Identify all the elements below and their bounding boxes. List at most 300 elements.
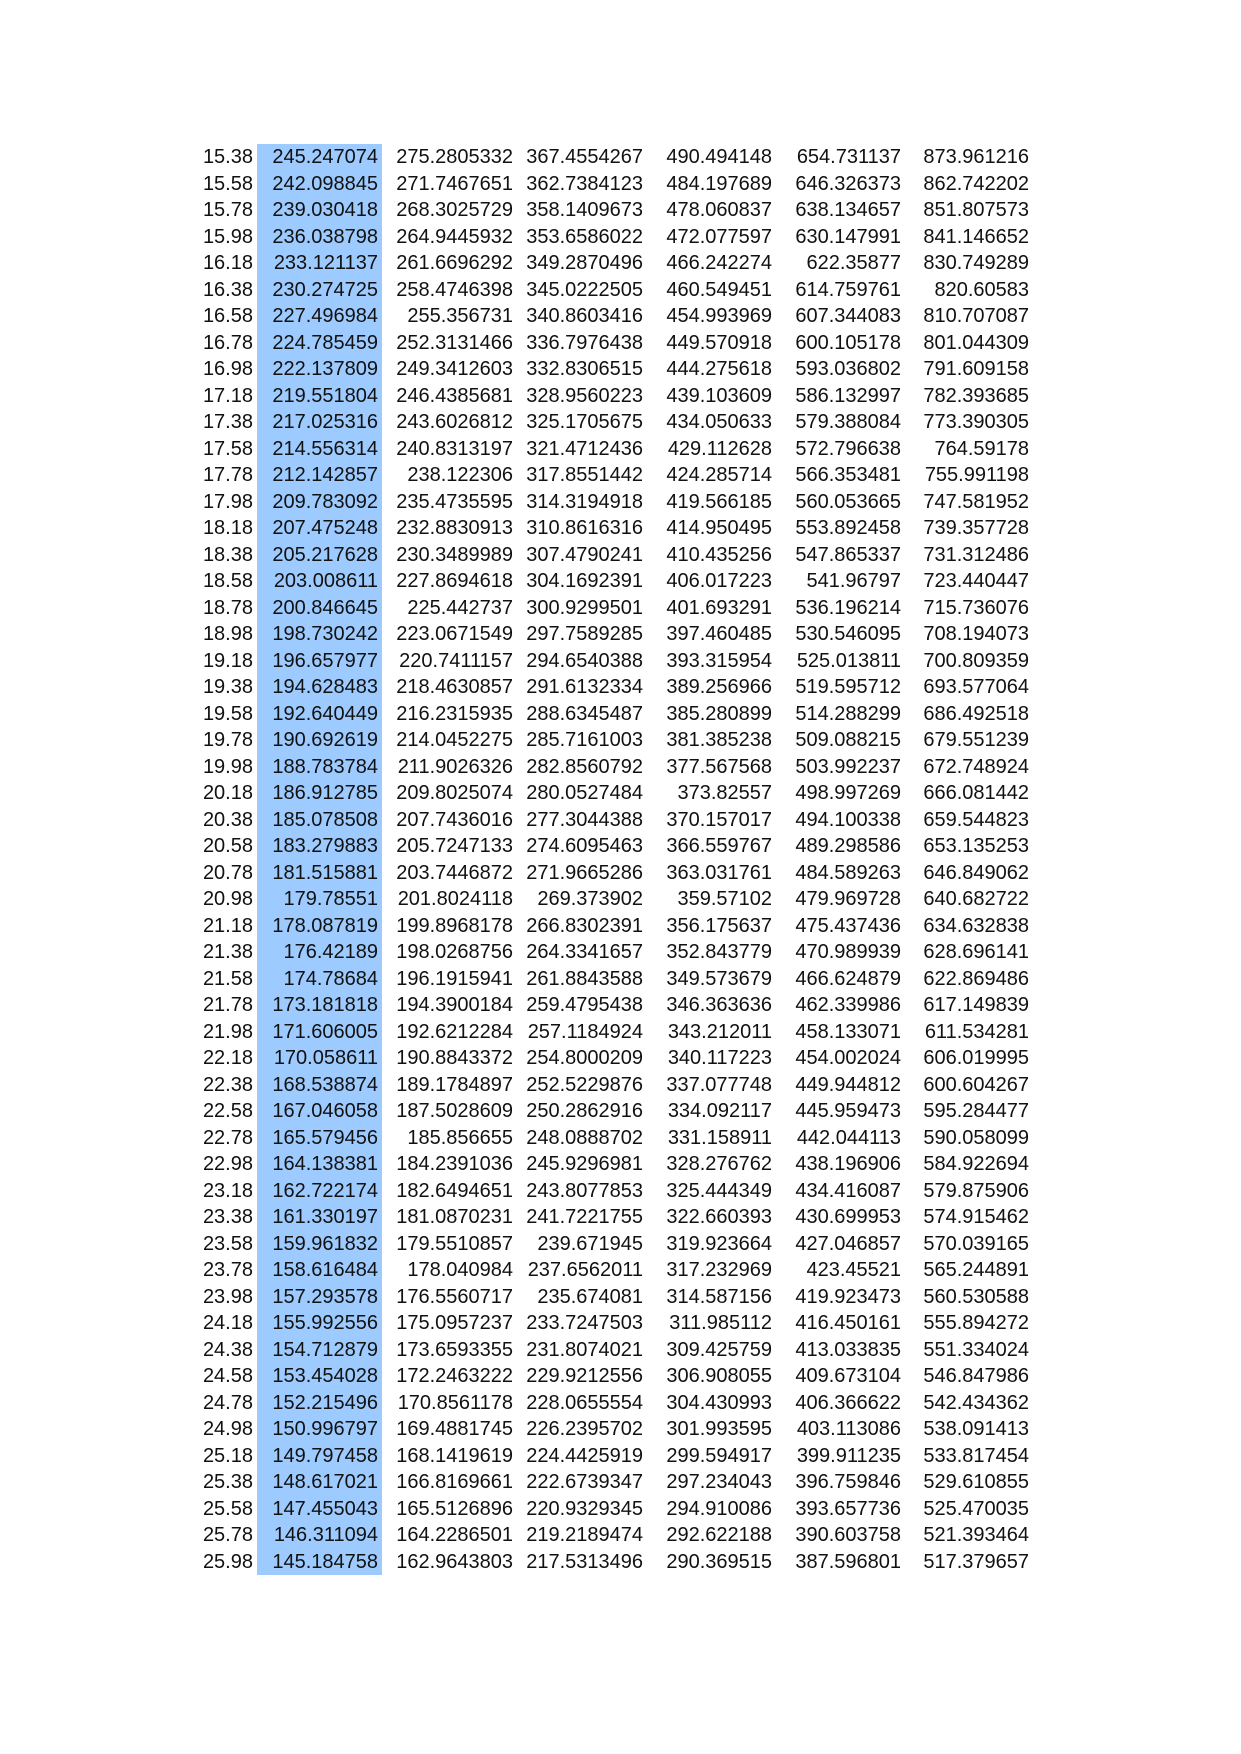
- table-cell[interactable]: 19.98: [202, 755, 253, 778]
- table-cell[interactable]: 638.134657: [795, 199, 901, 221]
- table-cell[interactable]: 367.4554267: [526, 146, 643, 168]
- table-cell[interactable]: 349.2870496: [526, 252, 643, 274]
- table-cell[interactable]: 332.8306515: [526, 358, 643, 380]
- table-cell[interactable]: 299.594917: [666, 1444, 772, 1467]
- highlighted-cell[interactable]: 207.475248: [257, 515, 382, 542]
- table-cell[interactable]: 358.1409673: [526, 199, 643, 221]
- table-cell[interactable]: 269.373902: [537, 888, 643, 910]
- table-cell[interactable]: 700.809359: [923, 649, 1029, 672]
- table-cell[interactable]: 381.385238: [666, 729, 772, 751]
- table-cell[interactable]: 24.18: [202, 1312, 253, 1334]
- table-cell[interactable]: 460.549451: [666, 278, 772, 301]
- table-cell[interactable]: 22.58: [202, 1100, 253, 1122]
- highlighted-cell[interactable]: 242.098845: [257, 171, 382, 198]
- table-cell[interactable]: 264.9445932: [396, 225, 513, 248]
- table-cell[interactable]: 439.103609: [666, 384, 772, 407]
- table-cell[interactable]: 595.284477: [923, 1100, 1029, 1122]
- table-cell[interactable]: 406.017223: [666, 570, 772, 592]
- table-cell[interactable]: 199.8968178: [396, 914, 513, 937]
- table-cell[interactable]: 764.59178: [934, 437, 1029, 460]
- table-cell[interactable]: 419.923473: [795, 1285, 901, 1308]
- table-cell[interactable]: 773.390305: [923, 411, 1029, 433]
- table-cell[interactable]: 659.544823: [923, 808, 1029, 831]
- table-cell[interactable]: 607.344083: [795, 305, 901, 327]
- table-cell[interactable]: 353.6586022: [526, 225, 643, 248]
- table-cell[interactable]: 514.288299: [795, 702, 901, 725]
- table-cell[interactable]: 20.78: [202, 861, 253, 884]
- table-cell[interactable]: 614.759761: [795, 278, 901, 301]
- table-cell[interactable]: 317.8551442: [526, 464, 643, 486]
- table-cell[interactable]: 541.96797: [806, 570, 901, 592]
- table-cell[interactable]: 462.339986: [795, 994, 901, 1016]
- table-cell[interactable]: 15.38: [202, 146, 253, 168]
- table-cell[interactable]: 406.366622: [795, 1391, 901, 1414]
- table-cell[interactable]: 252.3131466: [396, 331, 513, 354]
- table-cell[interactable]: 184.2391036: [396, 1153, 513, 1175]
- table-cell[interactable]: 472.077597: [666, 225, 772, 248]
- highlighted-cell[interactable]: 164.138381: [257, 1151, 382, 1178]
- table-cell[interactable]: 340.117223: [667, 1047, 772, 1069]
- table-cell[interactable]: 231.8074021: [526, 1338, 643, 1361]
- table-cell[interactable]: 325.1705675: [526, 411, 643, 433]
- table-cell[interactable]: 225.442737: [407, 596, 513, 619]
- table-cell[interactable]: 25.38: [202, 1471, 253, 1493]
- table-cell[interactable]: 416.450161: [795, 1312, 901, 1334]
- table-cell[interactable]: 606.019995: [923, 1047, 1029, 1069]
- table-cell[interactable]: 178.040984: [407, 1259, 513, 1281]
- table-cell[interactable]: 254.8000209: [526, 1047, 643, 1069]
- table-cell[interactable]: 509.088215: [795, 729, 901, 751]
- table-cell[interactable]: 18.38: [202, 543, 253, 566]
- table-cell[interactable]: 198.0268756: [396, 941, 513, 963]
- table-cell[interactable]: 205.7247133: [396, 835, 513, 857]
- table-cell[interactable]: 240.8313197: [396, 437, 513, 460]
- table-cell[interactable]: 23.38: [202, 1206, 253, 1228]
- table-cell[interactable]: 211.9026326: [397, 755, 513, 778]
- table-cell[interactable]: 238.122306: [407, 464, 513, 486]
- highlighted-cell[interactable]: 239.030418: [257, 197, 382, 224]
- highlighted-cell[interactable]: 185.078508: [257, 807, 382, 834]
- table-cell[interactable]: 723.440447: [923, 570, 1029, 592]
- table-cell[interactable]: 654.731137: [796, 146, 901, 168]
- table-cell[interactable]: 574.915462: [923, 1206, 1029, 1228]
- table-cell[interactable]: 307.4790241: [526, 543, 643, 566]
- highlighted-cell[interactable]: 171.606005: [257, 1019, 382, 1046]
- table-cell[interactable]: 830.749289: [923, 252, 1029, 274]
- table-cell[interactable]: 18.18: [202, 517, 253, 539]
- table-cell[interactable]: 359.57102: [677, 888, 772, 910]
- highlighted-cell[interactable]: 236.038798: [257, 224, 382, 251]
- table-cell[interactable]: 18.98: [202, 623, 253, 645]
- table-cell[interactable]: 430.699953: [795, 1206, 901, 1228]
- table-cell[interactable]: 297.7589285: [526, 623, 643, 645]
- table-cell[interactable]: 747.581952: [923, 490, 1029, 513]
- table-cell[interactable]: 21.38: [202, 941, 253, 963]
- table-cell[interactable]: 686.492518: [923, 702, 1029, 725]
- table-cell[interactable]: 484.589263: [795, 861, 901, 884]
- highlighted-cell[interactable]: 190.692619: [257, 727, 382, 754]
- table-cell[interactable]: 484.197689: [666, 172, 772, 195]
- table-cell[interactable]: 25.18: [202, 1444, 253, 1467]
- highlighted-cell[interactable]: 198.730242: [257, 621, 382, 648]
- table-cell[interactable]: 337.077748: [666, 1073, 772, 1096]
- table-cell[interactable]: 22.78: [202, 1126, 253, 1149]
- highlighted-cell[interactable]: 200.846645: [257, 595, 382, 622]
- table-cell[interactable]: 820.60583: [934, 278, 1029, 301]
- table-cell[interactable]: 590.058099: [923, 1126, 1029, 1149]
- table-cell[interactable]: 255.356731: [407, 305, 513, 327]
- table-cell[interactable]: 530.546095: [795, 623, 901, 645]
- highlighted-cell[interactable]: 148.617021: [257, 1469, 382, 1496]
- table-cell[interactable]: 304.430993: [666, 1391, 772, 1414]
- table-cell[interactable]: 560.530588: [923, 1285, 1029, 1308]
- table-cell[interactable]: 245.9296981: [526, 1153, 643, 1175]
- table-cell[interactable]: 478.060837: [666, 199, 772, 221]
- table-cell[interactable]: 165.5126896: [396, 1497, 513, 1520]
- table-cell[interactable]: 16.18: [202, 252, 253, 274]
- table-cell[interactable]: 634.632838: [923, 914, 1029, 937]
- table-cell[interactable]: 292.622188: [666, 1524, 772, 1546]
- table-cell[interactable]: 413.033835: [795, 1338, 901, 1361]
- table-cell[interactable]: 185.856655: [407, 1126, 513, 1149]
- highlighted-cell[interactable]: 168.538874: [257, 1072, 382, 1099]
- table-cell[interactable]: 16.78: [202, 331, 253, 354]
- highlighted-cell[interactable]: 170.058611: [257, 1045, 382, 1072]
- table-cell[interactable]: 533.817454: [923, 1444, 1029, 1467]
- highlighted-cell[interactable]: 161.330197: [257, 1204, 382, 1231]
- table-cell[interactable]: 297.234043: [666, 1471, 772, 1493]
- table-cell[interactable]: 755.991198: [924, 464, 1029, 486]
- highlighted-cell[interactable]: 186.912785: [257, 780, 382, 807]
- table-cell[interactable]: 261.8843588: [526, 967, 643, 990]
- table-cell[interactable]: 282.8560792: [526, 755, 643, 778]
- table-cell[interactable]: 679.551239: [923, 729, 1029, 751]
- table-cell[interactable]: 519.595712: [795, 676, 901, 698]
- table-cell[interactable]: 280.0527484: [526, 782, 643, 804]
- table-cell[interactable]: 294.6540388: [526, 649, 643, 672]
- table-cell[interactable]: 328.276762: [666, 1153, 772, 1175]
- table-cell[interactable]: 475.437436: [795, 914, 901, 937]
- table-cell[interactable]: 547.865337: [795, 543, 901, 566]
- table-cell[interactable]: 600.604267: [923, 1073, 1029, 1096]
- table-cell[interactable]: 363.031761: [666, 861, 772, 884]
- table-cell[interactable]: 445.959473: [795, 1100, 901, 1122]
- table-cell[interactable]: 181.0870231: [396, 1206, 513, 1228]
- table-cell[interactable]: 739.357728: [923, 517, 1029, 539]
- highlighted-cell[interactable]: 233.121137: [257, 250, 382, 277]
- highlighted-cell[interactable]: 183.279883: [257, 833, 382, 860]
- table-cell[interactable]: 21.98: [202, 1020, 253, 1043]
- table-cell[interactable]: 314.3194918: [526, 490, 643, 513]
- table-cell[interactable]: 246.4385681: [396, 384, 513, 407]
- table-cell[interactable]: 304.1692391: [526, 570, 643, 592]
- table-cell[interactable]: 173.6593355: [396, 1338, 513, 1361]
- table-cell[interactable]: 21.78: [202, 994, 253, 1016]
- table-cell[interactable]: 17.98: [202, 490, 253, 513]
- table-cell[interactable]: 264.3341657: [526, 941, 643, 963]
- table-cell[interactable]: 466.242274: [666, 252, 772, 274]
- table-cell[interactable]: 17.18: [202, 384, 253, 407]
- table-cell[interactable]: 22.18: [202, 1047, 253, 1069]
- table-cell[interactable]: 23.98: [202, 1285, 253, 1308]
- table-cell[interactable]: 268.3025729: [396, 199, 513, 221]
- table-cell[interactable]: 277.3044388: [526, 808, 643, 831]
- table-cell[interactable]: 525.470035: [923, 1497, 1029, 1520]
- table-cell[interactable]: 529.610855: [923, 1471, 1029, 1493]
- table-cell[interactable]: 521.393464: [923, 1524, 1029, 1546]
- table-cell[interactable]: 449.944812: [795, 1073, 901, 1096]
- table-cell[interactable]: 172.2463222: [396, 1365, 513, 1387]
- highlighted-cell[interactable]: 227.496984: [257, 303, 382, 330]
- table-cell[interactable]: 370.157017: [666, 808, 772, 831]
- table-cell[interactable]: 397.460485: [666, 623, 772, 645]
- table-cell[interactable]: 666.081442: [923, 782, 1029, 804]
- table-cell[interactable]: 23.58: [202, 1232, 253, 1255]
- table-cell[interactable]: 17.78: [202, 464, 253, 486]
- table-cell[interactable]: 190.8843372: [396, 1047, 513, 1069]
- table-cell[interactable]: 466.624879: [795, 967, 901, 990]
- table-cell[interactable]: 399.911235: [796, 1444, 901, 1467]
- highlighted-cell[interactable]: 205.217628: [257, 542, 382, 569]
- table-cell[interactable]: 630.147991: [795, 225, 901, 248]
- table-cell[interactable]: 226.2395702: [526, 1418, 643, 1440]
- table-cell[interactable]: 584.922694: [923, 1153, 1029, 1175]
- table-cell[interactable]: 227.8694618: [396, 570, 513, 592]
- table-cell[interactable]: 20.58: [202, 835, 253, 857]
- table-cell[interactable]: 17.58: [202, 437, 253, 460]
- table-cell[interactable]: 258.4746398: [396, 278, 513, 301]
- highlighted-cell[interactable]: 224.785459: [257, 330, 382, 357]
- table-cell[interactable]: 19.18: [202, 649, 253, 672]
- table-cell[interactable]: 170.8561178: [397, 1391, 513, 1414]
- table-cell[interactable]: 389.256966: [666, 676, 772, 698]
- table-cell[interactable]: 192.6212284: [396, 1020, 513, 1043]
- table-cell[interactable]: 708.194073: [923, 623, 1029, 645]
- table-cell[interactable]: 25.98: [202, 1550, 253, 1573]
- highlighted-cell[interactable]: 192.640449: [257, 701, 382, 728]
- highlighted-cell[interactable]: 212.142857: [257, 462, 382, 489]
- table-cell[interactable]: 218.4630857: [396, 676, 513, 698]
- table-cell[interactable]: 622.35877: [806, 252, 901, 274]
- table-cell[interactable]: 555.894272: [923, 1312, 1029, 1334]
- table-cell[interactable]: 336.7976438: [526, 331, 643, 354]
- table-cell[interactable]: 470.989939: [795, 941, 901, 963]
- highlighted-cell[interactable]: 157.293578: [257, 1284, 382, 1311]
- table-cell[interactable]: 387.596801: [795, 1550, 901, 1573]
- table-cell[interactable]: 442.044113: [796, 1126, 901, 1149]
- table-cell[interactable]: 862.742202: [923, 172, 1029, 195]
- highlighted-cell[interactable]: 203.008611: [257, 568, 382, 595]
- table-cell[interactable]: 611.534281: [924, 1020, 1029, 1043]
- highlighted-cell[interactable]: 154.712879: [257, 1337, 382, 1364]
- table-cell[interactable]: 693.577064: [923, 676, 1029, 698]
- table-cell[interactable]: 410.435256: [666, 543, 772, 566]
- table-cell[interactable]: 306.908055: [666, 1365, 772, 1387]
- table-cell[interactable]: 291.6132334: [526, 676, 643, 698]
- table-cell[interactable]: 235.674081: [537, 1285, 643, 1308]
- table-cell[interactable]: 322.660393: [666, 1206, 772, 1228]
- table-cell[interactable]: 454.002024: [795, 1047, 901, 1069]
- table-cell[interactable]: 346.363636: [666, 994, 772, 1016]
- table-cell[interactable]: 377.567568: [666, 755, 772, 778]
- table-cell[interactable]: 593.036802: [795, 358, 901, 380]
- table-cell[interactable]: 321.4712436: [526, 437, 643, 460]
- highlighted-cell[interactable]: 145.184758: [257, 1549, 382, 1576]
- table-cell[interactable]: 566.353481: [795, 464, 901, 486]
- table-cell[interactable]: 219.2189474: [526, 1524, 643, 1546]
- table-cell[interactable]: 176.5560717: [396, 1285, 513, 1308]
- table-cell[interactable]: 538.091413: [923, 1418, 1029, 1440]
- table-cell[interactable]: 22.98: [202, 1153, 253, 1175]
- table-cell[interactable]: 25.78: [202, 1524, 253, 1546]
- highlighted-cell[interactable]: 174.78684: [257, 966, 382, 993]
- table-cell[interactable]: 207.7436016: [396, 808, 513, 831]
- table-cell[interactable]: 16.58: [202, 305, 253, 327]
- table-cell[interactable]: 579.388084: [795, 411, 901, 433]
- table-cell[interactable]: 810.707087: [923, 305, 1029, 327]
- table-cell[interactable]: 196.1915941: [396, 967, 513, 990]
- table-cell[interactable]: 243.6026812: [396, 411, 513, 433]
- table-cell[interactable]: 223.0671549: [396, 623, 513, 645]
- table-cell[interactable]: 565.244891: [923, 1259, 1029, 1281]
- table-cell[interactable]: 525.013811: [796, 649, 901, 672]
- highlighted-cell[interactable]: 165.579456: [257, 1125, 382, 1152]
- table-cell[interactable]: 311.985112: [669, 1312, 772, 1334]
- table-cell[interactable]: 553.892458: [795, 517, 901, 539]
- highlighted-cell[interactable]: 230.274725: [257, 277, 382, 304]
- table-cell[interactable]: 17.38: [202, 411, 253, 433]
- table-cell[interactable]: 22.38: [202, 1073, 253, 1096]
- table-cell[interactable]: 546.847986: [923, 1365, 1029, 1387]
- table-cell[interactable]: 294.910086: [666, 1497, 772, 1520]
- table-cell[interactable]: 570.039165: [923, 1232, 1029, 1255]
- table-cell[interactable]: 366.559767: [666, 835, 772, 857]
- table-cell[interactable]: 220.7411157: [399, 649, 513, 672]
- table-cell[interactable]: 222.6739347: [526, 1471, 643, 1493]
- table-cell[interactable]: 490.494148: [666, 146, 772, 168]
- highlighted-cell[interactable]: 173.181818: [257, 992, 382, 1019]
- table-cell[interactable]: 20.18: [202, 782, 253, 804]
- table-cell[interactable]: 19.78: [202, 729, 253, 751]
- table-cell[interactable]: 343.212011: [667, 1020, 772, 1043]
- table-cell[interactable]: 429.112628: [667, 437, 772, 460]
- table-cell[interactable]: 15.58: [202, 172, 253, 195]
- table-cell[interactable]: 517.379657: [923, 1550, 1029, 1573]
- table-cell[interactable]: 334.092117: [667, 1100, 772, 1122]
- table-cell[interactable]: 235.4735595: [396, 490, 513, 513]
- table-cell[interactable]: 175.0957237: [396, 1312, 513, 1334]
- table-cell[interactable]: 259.4795438: [526, 994, 643, 1016]
- table-cell[interactable]: 24.58: [202, 1365, 253, 1387]
- table-cell[interactable]: 261.6696292: [396, 252, 513, 274]
- table-cell[interactable]: 393.315954: [666, 649, 772, 672]
- table-cell[interactable]: 617.149839: [923, 994, 1029, 1016]
- table-cell[interactable]: 220.9329345: [526, 1497, 643, 1520]
- highlighted-cell[interactable]: 194.628483: [257, 674, 382, 701]
- table-cell[interactable]: 20.98: [202, 888, 253, 910]
- table-cell[interactable]: 243.8077853: [526, 1179, 643, 1202]
- highlighted-cell[interactable]: 155.992556: [257, 1310, 382, 1337]
- table-cell[interactable]: 503.992237: [795, 755, 901, 778]
- table-cell[interactable]: 325.444349: [666, 1179, 772, 1202]
- table-cell[interactable]: 228.0655554: [526, 1391, 643, 1414]
- table-cell[interactable]: 179.5510857: [396, 1232, 513, 1255]
- table-cell[interactable]: 271.9665286: [526, 861, 643, 884]
- highlighted-cell[interactable]: 181.515881: [257, 860, 382, 887]
- table-cell[interactable]: 194.3900184: [396, 994, 513, 1016]
- table-cell[interactable]: 290.369515: [666, 1550, 772, 1573]
- table-cell[interactable]: 319.923664: [666, 1232, 772, 1255]
- table-cell[interactable]: 288.6345487: [526, 702, 643, 725]
- highlighted-cell[interactable]: 217.025316: [257, 409, 382, 436]
- table-cell[interactable]: 551.334024: [923, 1338, 1029, 1361]
- highlighted-cell[interactable]: 245.247074: [257, 144, 382, 171]
- table-cell[interactable]: 285.7161003: [526, 729, 643, 751]
- table-cell[interactable]: 782.393685: [923, 384, 1029, 407]
- table-cell[interactable]: 427.046857: [795, 1232, 901, 1255]
- table-cell[interactable]: 438.196906: [795, 1153, 901, 1175]
- table-cell[interactable]: 252.5229876: [526, 1073, 643, 1096]
- table-cell[interactable]: 21.58: [202, 967, 253, 990]
- table-cell[interactable]: 414.950495: [666, 517, 772, 539]
- table-cell[interactable]: 317.232969: [666, 1259, 772, 1281]
- table-cell[interactable]: 489.298586: [795, 835, 901, 857]
- table-cell[interactable]: 15.78: [202, 199, 253, 221]
- table-cell[interactable]: 340.8603416: [526, 305, 643, 327]
- table-cell[interactable]: 390.603758: [795, 1524, 901, 1546]
- table-cell[interactable]: 309.425759: [666, 1338, 772, 1361]
- table-cell[interactable]: 542.434362: [923, 1391, 1029, 1414]
- table-cell[interactable]: 18.78: [202, 596, 253, 619]
- highlighted-cell[interactable]: 149.797458: [257, 1443, 382, 1470]
- highlighted-cell[interactable]: 152.215496: [257, 1390, 382, 1417]
- table-cell[interactable]: 434.050633: [666, 411, 772, 433]
- table-cell[interactable]: 801.044309: [923, 331, 1029, 354]
- highlighted-cell[interactable]: 150.996797: [257, 1416, 382, 1443]
- table-cell[interactable]: 393.657736: [795, 1497, 901, 1520]
- table-cell[interactable]: 164.2286501: [396, 1524, 513, 1546]
- table-cell[interactable]: 419.566185: [666, 490, 772, 513]
- table-cell[interactable]: 791.609158: [923, 358, 1029, 380]
- table-cell[interactable]: 851.807573: [923, 199, 1029, 221]
- table-cell[interactable]: 572.796638: [795, 437, 901, 460]
- table-cell[interactable]: 16.98: [202, 358, 253, 380]
- table-cell[interactable]: 454.993969: [666, 305, 772, 327]
- table-cell[interactable]: 249.3412603: [396, 358, 513, 380]
- table-cell[interactable]: 214.0452275: [396, 729, 513, 751]
- table-cell[interactable]: 449.570918: [666, 331, 772, 354]
- table-cell[interactable]: 16.38: [202, 278, 253, 301]
- table-cell[interactable]: 536.196214: [795, 596, 901, 619]
- table-cell[interactable]: 166.8169661: [396, 1471, 513, 1493]
- table-cell[interactable]: 209.8025074: [396, 782, 513, 804]
- table-cell[interactable]: 271.7467651: [396, 172, 513, 195]
- table-cell[interactable]: 250.2862916: [526, 1100, 643, 1122]
- table-cell[interactable]: 458.133071: [795, 1020, 901, 1043]
- table-cell[interactable]: 310.8616316: [526, 517, 643, 539]
- table-cell[interactable]: 201.8024118: [397, 888, 513, 910]
- table-cell[interactable]: 24.78: [202, 1391, 253, 1414]
- table-cell[interactable]: 873.961216: [923, 146, 1029, 168]
- table-cell[interactable]: 434.416087: [795, 1179, 901, 1202]
- table-cell[interactable]: 274.6095463: [526, 835, 643, 857]
- table-cell[interactable]: 301.993595: [666, 1418, 772, 1440]
- highlighted-cell[interactable]: 179.78551: [257, 886, 382, 913]
- table-cell[interactable]: 24.38: [202, 1338, 253, 1361]
- table-cell[interactable]: 841.146652: [923, 225, 1029, 248]
- table-cell[interactable]: 579.875906: [923, 1179, 1029, 1202]
- table-cell[interactable]: 653.135253: [923, 835, 1029, 857]
